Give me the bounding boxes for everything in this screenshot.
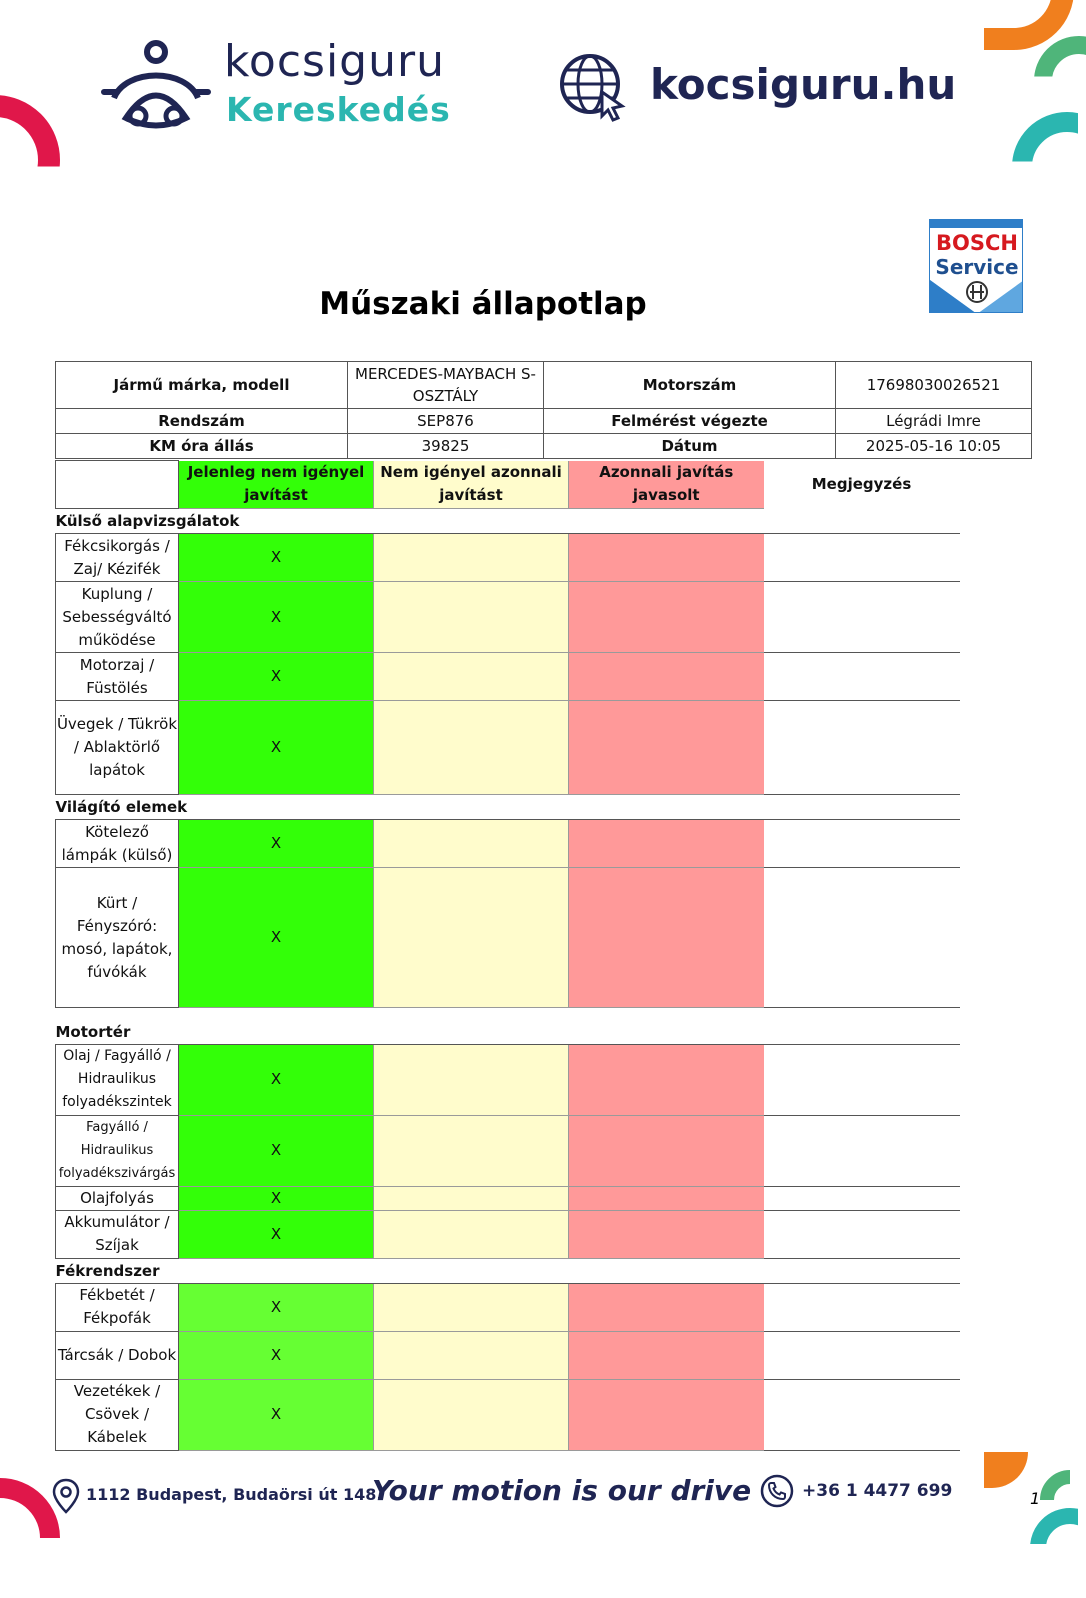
ok-cell[interactable]: X — [179, 1379, 374, 1450]
engine-value: 17698030026521 — [836, 362, 1032, 409]
ok-cell[interactable]: X — [179, 868, 374, 1008]
plate-label: Rendszám — [56, 409, 348, 434]
badge-stripe — [930, 220, 1023, 228]
ok-cell[interactable]: X — [179, 701, 374, 795]
section-row — [56, 1258, 960, 1283]
table-row — [56, 1186, 960, 1210]
surveyor-value: Légrádi Imre — [836, 409, 1032, 434]
note-cell[interactable] — [764, 1186, 960, 1210]
later-cell[interactable] — [374, 582, 569, 653]
item-label: Fékbetét / Fékpofák — [56, 1283, 179, 1331]
header-note: Megjegyzés — [811, 475, 912, 493]
urgent-cell[interactable] — [569, 1331, 764, 1379]
urgent-cell[interactable] — [569, 1186, 764, 1210]
note-cell[interactable] — [764, 1379, 960, 1450]
table-row — [56, 820, 960, 868]
page-number: 1 — [1030, 1489, 1041, 1508]
table-row — [56, 582, 960, 653]
note-cell[interactable] — [764, 1283, 960, 1331]
urgent-cell[interactable] — [569, 582, 764, 653]
header-item-cell — [56, 461, 179, 509]
table-row — [56, 1283, 960, 1331]
later-cell[interactable] — [374, 1210, 569, 1258]
ok-cell[interactable]: X — [179, 1186, 374, 1210]
urgent-cell[interactable] — [569, 1283, 764, 1331]
item-label: Fékcsikorgás / Zaj/ Kézifék — [56, 534, 179, 582]
table-row — [56, 534, 960, 582]
item-label: Fagyálló / Hidraulikus folyadékszivárgás — [56, 1115, 179, 1186]
item-label: Üvegek / Tükrök / Ablaktörlő lapátok — [56, 701, 179, 795]
later-cell[interactable] — [374, 868, 569, 1008]
ok-cell[interactable]: X — [179, 1331, 374, 1379]
brand-subtitle: Kereskedés — [226, 90, 451, 129]
ok-cell[interactable]: X — [179, 820, 374, 868]
item-label: Kuplung / Sebességváltó működése — [56, 582, 179, 653]
item-label: Tárcsák / Dobok — [56, 1331, 179, 1379]
corner-arc-decoration — [0, 1478, 60, 1598]
info-row — [56, 409, 1032, 434]
ok-cell[interactable]: X — [179, 1210, 374, 1258]
ok-cell[interactable]: X — [179, 534, 374, 582]
info-row — [56, 434, 1032, 459]
table-row — [56, 1331, 960, 1379]
later-cell[interactable] — [374, 1044, 569, 1115]
later-cell[interactable] — [374, 1283, 569, 1331]
footer-phone[interactable]: +36 1 4477 699 — [802, 1481, 953, 1501]
urgent-cell[interactable] — [569, 1379, 764, 1450]
location-pin-icon — [52, 1478, 80, 1514]
engine-label: Motorszám — [544, 362, 836, 409]
note-cell[interactable] — [764, 1331, 960, 1379]
later-cell[interactable] — [374, 1331, 569, 1379]
info-row — [56, 362, 1032, 409]
section-title: Világító elemek — [56, 795, 960, 820]
note-cell[interactable] — [764, 1044, 960, 1115]
corner-arc-decoration — [1012, 112, 1086, 222]
globe-cursor-icon — [558, 52, 628, 122]
table-row — [56, 868, 960, 1008]
vehicle-info-table — [55, 361, 1032, 459]
later-cell[interactable] — [374, 701, 569, 795]
urgent-cell[interactable] — [569, 1210, 764, 1258]
table-row — [56, 1379, 960, 1450]
website-link[interactable]: kocsiguru.hu — [650, 60, 957, 109]
note-cell[interactable] — [764, 820, 960, 868]
table-row — [56, 653, 960, 701]
section-row — [56, 509, 960, 534]
section-title: Motortér — [56, 1020, 960, 1045]
footer-address: 1112 Budapest, Budaörsi út 148. — [86, 1485, 383, 1504]
corner-arc-decoration — [0, 95, 60, 225]
header-ok: Jelenleg nem igényel javítást — [179, 461, 374, 509]
urgent-cell[interactable] — [569, 534, 764, 582]
later-cell[interactable] — [374, 1115, 569, 1186]
note-cell[interactable] — [764, 701, 960, 795]
urgent-cell[interactable] — [569, 1044, 764, 1115]
table-row — [56, 1115, 960, 1186]
bosch-service-label: Service — [935, 255, 1019, 279]
inspection-header-row — [56, 461, 960, 509]
urgent-cell[interactable] — [569, 701, 764, 795]
ok-cell[interactable]: X — [179, 1115, 374, 1186]
item-label: Kürt / Fényszóró: mosó, lapátok, fúvókák — [56, 868, 179, 1008]
spacer-row — [56, 1008, 960, 1020]
urgent-cell[interactable] — [569, 868, 764, 1008]
note-cell[interactable] — [764, 653, 960, 701]
km-label: KM óra állás — [56, 434, 348, 459]
note-cell[interactable] — [764, 582, 960, 653]
footer-slogan: Your motion is our drive — [372, 1474, 752, 1507]
urgent-cell[interactable] — [569, 1115, 764, 1186]
make-label: Jármű márka, modell — [56, 362, 348, 409]
ok-cell[interactable]: X — [179, 653, 374, 701]
item-label: Kötelező lámpák (külső) — [56, 820, 179, 868]
phone-icon — [760, 1474, 794, 1508]
brand-name: kocsiguru — [224, 36, 445, 87]
date-label: Dátum — [544, 434, 836, 459]
spacer-cell — [56, 1008, 960, 1020]
note-cell[interactable] — [764, 1210, 960, 1258]
page-title: Műszaki állapotlap — [319, 286, 647, 322]
item-label: Akkumulátor / Szíjak — [56, 1210, 179, 1258]
item-label: Vezetékek / Csövek / Kábelek — [56, 1379, 179, 1450]
ok-cell[interactable]: X — [179, 582, 374, 653]
urgent-cell[interactable] — [569, 820, 764, 868]
date-value: 2025-05-16 10:05 — [836, 434, 1032, 459]
header-urgent: Azonnali javítás javasolt — [569, 461, 764, 509]
car-person-logo-icon — [96, 38, 216, 130]
later-cell[interactable] — [374, 1379, 569, 1450]
note-cell[interactable] — [764, 1115, 960, 1186]
table-row — [56, 1210, 960, 1258]
header-later: Nem igényel azonnali javítást — [374, 461, 569, 509]
item-label: Motorzaj / Füstölés — [56, 653, 179, 701]
km-value: 39825 — [348, 434, 544, 459]
note-cell[interactable] — [764, 534, 960, 582]
section-title: Külső alapvizsgálatok — [56, 509, 960, 534]
corner-arc-decoration — [1030, 1508, 1086, 1588]
surveyor-label: Felmérést végezte — [544, 409, 836, 434]
table-row — [56, 1044, 960, 1115]
later-cell[interactable] — [374, 534, 569, 582]
section-title: Fékrendszer — [56, 1258, 960, 1283]
item-label: Olaj / Fagyálló / Hidraulikus folyadékszintek — [56, 1044, 179, 1115]
bosch-name: BOSCH — [936, 231, 1018, 255]
table-row — [56, 701, 960, 795]
later-cell[interactable] — [374, 653, 569, 701]
item-label: Olajfolyás — [56, 1186, 179, 1210]
urgent-cell[interactable] — [569, 653, 764, 701]
ok-cell[interactable]: X — [179, 1283, 374, 1331]
corner-arc-decoration — [984, 1452, 1028, 1488]
inspection-table — [55, 460, 960, 1451]
plate-value: SEP876 — [348, 409, 544, 434]
section-row — [56, 1020, 960, 1045]
later-cell[interactable] — [374, 820, 569, 868]
later-cell[interactable] — [374, 1186, 569, 1210]
make-value: MERCEDES-MAYBACH S-OSZTÁLY — [348, 362, 544, 409]
section-row — [56, 795, 960, 820]
ok-cell[interactable]: X — [179, 1044, 374, 1115]
note-cell[interactable] — [764, 868, 960, 1008]
